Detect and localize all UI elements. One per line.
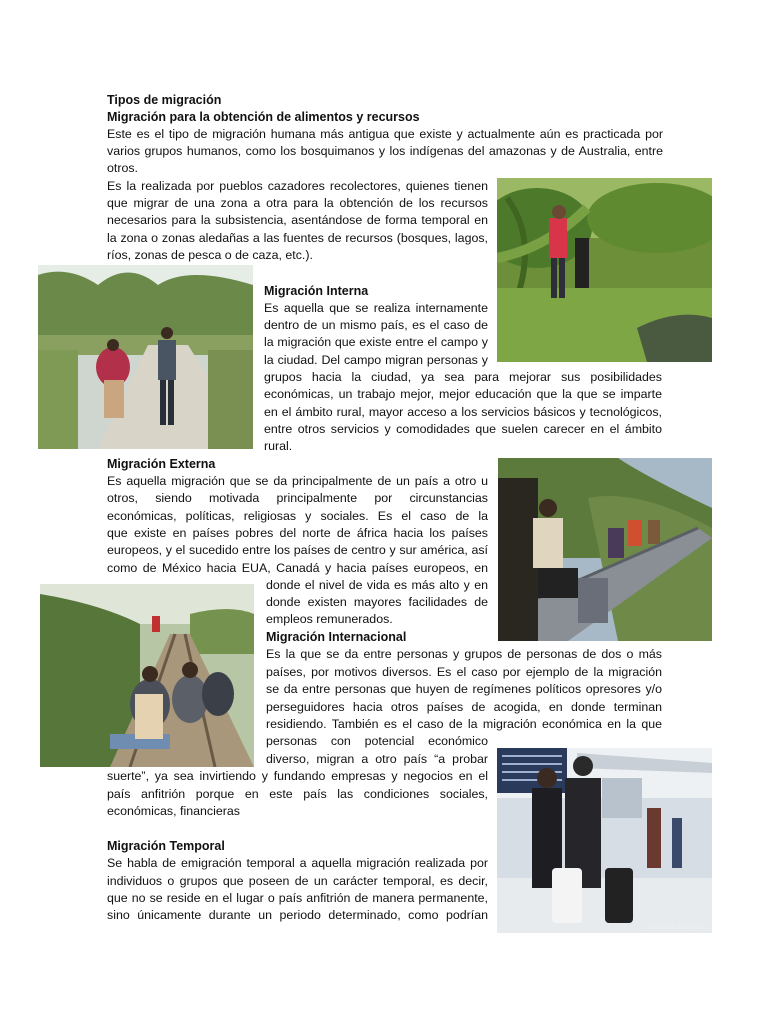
paragraph-line: individuos o grupos que poseen de un carácter temporal, es decir,	[107, 874, 488, 888]
photo-airport	[497, 748, 712, 933]
paragraph-line: país anfitrión porque en este país las condiciones sociales,	[107, 787, 488, 801]
paragraph-line: económicas, financieras	[107, 804, 240, 818]
paragraph-line: Se habla de emigración temporal a aquella migración realizada por	[107, 856, 488, 870]
paragraph-line: Es la realizada por pueblos cazadores recolectores, quienes tienen	[107, 179, 488, 193]
photo-train-roof	[498, 458, 712, 641]
section-heading-international: Migración Internacional	[266, 630, 407, 644]
paragraph-line: perseguidores hacia otros países de acogida, en donde terminan	[266, 700, 662, 714]
paragraph-line: entre otros servicios y comodidades que suelen carecer en el ámbito	[264, 422, 662, 436]
section-heading-temporary: Migración Temporal	[107, 839, 225, 853]
section-heading-food-resources: Migración para la obtención de alimentos y recursos	[107, 110, 420, 124]
paragraph-line: países, por motivos diversos. Es el caso por ejemplo de la migración	[266, 665, 662, 679]
paragraph-line: suerte”, ya sea invirtiendo y fundando empresas y negocios en el	[107, 769, 488, 783]
paragraph-line: como de México hacia EUA, Canadá y hacia países europeos, en	[107, 561, 488, 575]
paragraph-line: empleos remunerados.	[266, 612, 393, 626]
paragraph-line: europeos, y el sucedido entre los países de centro y sur américa, así	[107, 543, 488, 557]
section-heading-internal: Migración Interna	[264, 284, 369, 298]
paragraph-line: la zona o zonas aledañas a las fuentes de recursos (bosques, lagos,	[107, 231, 488, 245]
section-heading-external: Migración Externa	[107, 457, 216, 471]
paragraph-line: residiendo. También es el caso de la migración económica en la que	[266, 717, 662, 731]
paragraph-line: sino únicamente durante un periodo determinado, como podrían	[107, 908, 488, 922]
paragraph-line: Es la que se da entre personas y grupos de personas de dos o más	[266, 647, 662, 661]
paragraph-line: Este es el tipo de migración humana más antigua que existe y actualmente aún es practicada por	[107, 127, 663, 141]
photo-people-walking	[38, 265, 253, 449]
paragraph-line: donde existen mayores facilidades de	[266, 595, 488, 609]
paragraph-line: rural.	[264, 439, 293, 453]
photo-plantation	[497, 178, 712, 362]
photo-railway-group	[40, 584, 254, 767]
paragraph-line: varios grupos humanos, como los bosquimanos y los indígenas del amazonas y de Australia, entre	[107, 144, 663, 158]
paragraph-line: grupos hacia la ciudad, ya sea para mejorar sus posibilidades	[264, 370, 662, 384]
paragraph-line: que no se reside en el lugar o país anfitrión de manera permanente,	[107, 891, 488, 905]
paragraph-line: necesarios para la subsistencia, asentándose de forma temporal en	[107, 213, 488, 227]
paragraph-line: en el ámbito rural, mayor acceso a los servicios básicos y tecnológicos,	[264, 405, 662, 419]
photo-credit: © Zdenek Bein / dpa	[645, 924, 708, 931]
paragraph-line: donde el nivel de vida es más alto y en	[266, 578, 488, 592]
paragraph-line: diverso, migran a otro país “a probar	[266, 752, 488, 766]
paragraph-line: Es aquella que se realiza internamente	[264, 301, 488, 315]
document-title: Tipos de migración	[107, 93, 222, 107]
paragraph-line: otros.	[107, 161, 138, 175]
paragraph-line: que existe en países pobres del norte de áfrica hacia los países	[107, 526, 488, 540]
paragraph-line: la migración que existe entre el campo y	[264, 335, 488, 349]
paragraph-line: Es aquella migración que se da principalmente de un país a otro u	[107, 474, 488, 488]
paragraph-line: que migrar de una zona a otra para la obtención de los recursos	[107, 196, 488, 210]
paragraph-line: económicas, un trabajo mejor, mejor educación que la que se imparte	[264, 387, 662, 401]
paragraph-line: otros, siendo motivada principalmente por circunstancias	[107, 491, 488, 505]
paragraph-line: personas con potencial económico	[266, 734, 488, 748]
paragraph-line: dentro de un mismo país, es el caso de	[264, 318, 488, 332]
paragraph-line: económicas, políticas, religiosas y sociales. Es el caso de la	[107, 509, 488, 523]
paragraph-line: ríos, zonas de pesca o de caza, etc.).	[107, 248, 313, 262]
paragraph-line: se da entre personas que huyen de regímenes políticos opresores y/o	[266, 682, 662, 696]
paragraph-line: la ciudad. Del campo migran personas y	[264, 353, 488, 367]
